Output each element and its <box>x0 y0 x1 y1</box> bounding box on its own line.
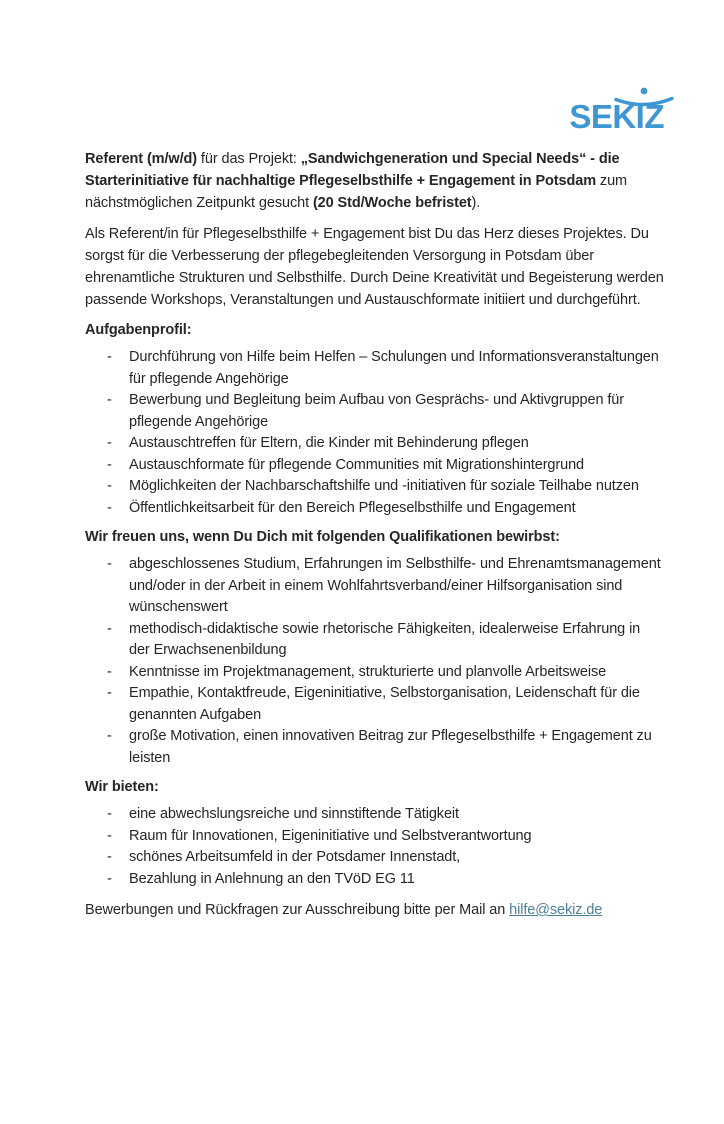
list-item-text: Bewerbung und Begleitung beim Aufbau von Gesprächs- und Aktivgruppen für pflegende Angehörige <box>129 392 624 430</box>
list-item <box>85 869 664 891</box>
intro-segment-bold: Referent (m/w/d) <box>85 151 197 167</box>
list-item <box>85 347 664 390</box>
list-item <box>85 554 664 619</box>
bullet-list <box>85 347 664 519</box>
bullet-dash: - <box>107 685 112 701</box>
intro-segment: für das Projekt: <box>197 151 301 167</box>
list-item-text: Austauschformate für pflegende Communities mit Migrationshintergrund <box>129 456 585 473</box>
bullet-dash: - <box>107 499 112 516</box>
bullet-dash: - <box>107 806 112 822</box>
logo-person-icon <box>613 86 675 110</box>
list-item <box>85 433 664 455</box>
intro-segment-bold: (20 Std/Woche befristet <box>312 195 472 211</box>
list-item <box>85 804 664 826</box>
list-item-text: Öffentlichkeitsarbeit für den Bereich Pflegeselbsthilfe und Engagement <box>129 499 576 516</box>
list-item-text: Möglichkeiten der Nachbarschaftshilfe und -initiativen für soziale Teilhabe nutzen <box>129 478 639 494</box>
list-item-text: methodisch-didaktische sowie rhetorische Fähigkeiten, idealerweise Erfahrung in der Erwachsenenbildung <box>129 620 641 658</box>
bullet-dash: - <box>107 870 112 887</box>
list-item-text: Durchführung von Hilfe beim Helfen – Schulungen und Informationsveranstaltungen für pflegende Angehörige <box>129 349 659 387</box>
list-item <box>85 390 664 433</box>
footer-paragraph <box>85 899 664 921</box>
list-item-text: Austauschtreffen für Eltern, die Kinder mit Behinderung pflegen <box>129 435 529 451</box>
section-heading: Wir freuen uns, wenn Du Dich mit folgenden Qualifikationen bewirbst: <box>85 529 560 545</box>
footer-text: Bewerbungen und Rückfragen zur Ausschreibung bitte per Mail an <box>85 902 510 918</box>
list-item <box>85 455 664 477</box>
list-item-text: Empathie, Kontaktfreude, Eigeninitiative, Selbstorganisation, Leidenschaft für die genannten Aufgaben <box>129 685 640 723</box>
list-item-text: schönes Arbeitsumfeld in der Potsdamer Innenstadt, <box>129 849 461 865</box>
bullet-list <box>85 804 664 890</box>
list-item-text: große Motivation, einen innovativen Beitrag zur Pflegeselbsthilfe + Engagement zu leisten <box>129 728 652 766</box>
list-item <box>85 726 664 769</box>
email-link[interactable]: hilfe@sekiz.de <box>509 902 603 918</box>
list-item <box>85 847 664 869</box>
intro-paragraph <box>85 148 664 214</box>
sections <box>85 319 664 890</box>
list-item <box>85 662 664 684</box>
list-item-text: abgeschlossenes Studium, Erfahrungen im Selbsthilfe- und Ehrenamtsmanagement und/oder in der Arbeit in einem Wohlfahrtsverband/einer Hilfsorganisation sind wünschenswert <box>129 556 661 615</box>
sekiz-logo <box>569 100 664 134</box>
list-item <box>85 826 664 848</box>
intro-segment: zum nächstmöglichen Zeitpunkt gesucht <box>85 173 628 211</box>
section-heading: Wir bieten: <box>85 779 159 795</box>
section-heading: Aufgabenprofil: <box>85 322 192 338</box>
logo-text: SEKIZ <box>569 98 664 135</box>
bullet-dash: - <box>107 620 112 637</box>
bullet-dash: - <box>107 435 112 451</box>
bullet-dash: - <box>107 392 112 408</box>
bullet-dash: - <box>107 349 112 365</box>
intro-segment-bold: „Sandwichgeneration und Special Needs“ - die Starterinitiative für nachhaltige Pflegeselbsthilfe + Engagement in Potsdam <box>85 151 620 189</box>
bullet-dash: - <box>107 728 112 744</box>
intro-segment: ). <box>471 195 481 211</box>
bullet-dash: - <box>107 827 112 844</box>
list-item-text: eine abwechslungsreiche und sinnstiftende Tätigkeit <box>129 806 459 822</box>
list-item <box>85 498 664 520</box>
bullet-dash: - <box>107 556 112 572</box>
list-item-text: Raum für Innovationen, Eigeninitiative und Selbstverantwortung <box>129 827 532 844</box>
list-item <box>85 619 664 662</box>
bullet-list <box>85 554 664 769</box>
description-paragraph: Als Referent/in für Pflegeselbsthilfe + Engagement bist Du das Herz dieses Projektes. Du sorgst für die Verbesserung der pflegebegleitenden Versorgung in Potsdam über ehrenamtliche Strukturen und Selbsthilfe. Durch Deine Kreativität und Begeisterung werden passende Workshops, Veranstaltungen und Austauschformate initiiert und durchgeführt. <box>85 226 664 308</box>
bullet-dash: - <box>107 663 112 680</box>
document-page <box>0 100 724 1124</box>
list-item <box>85 476 664 498</box>
list-item-text: Kenntnisse im Projektmanagement, strukturierte und planvolle Arbeitsweise <box>129 663 607 680</box>
bullet-dash: - <box>107 456 112 473</box>
list-item-text: Bezahlung in Anlehnung an den TVöD EG 11 <box>129 870 415 887</box>
bullet-dash: - <box>107 478 112 494</box>
header <box>85 100 664 134</box>
bullet-dash: - <box>107 849 112 865</box>
list-item <box>85 683 664 726</box>
